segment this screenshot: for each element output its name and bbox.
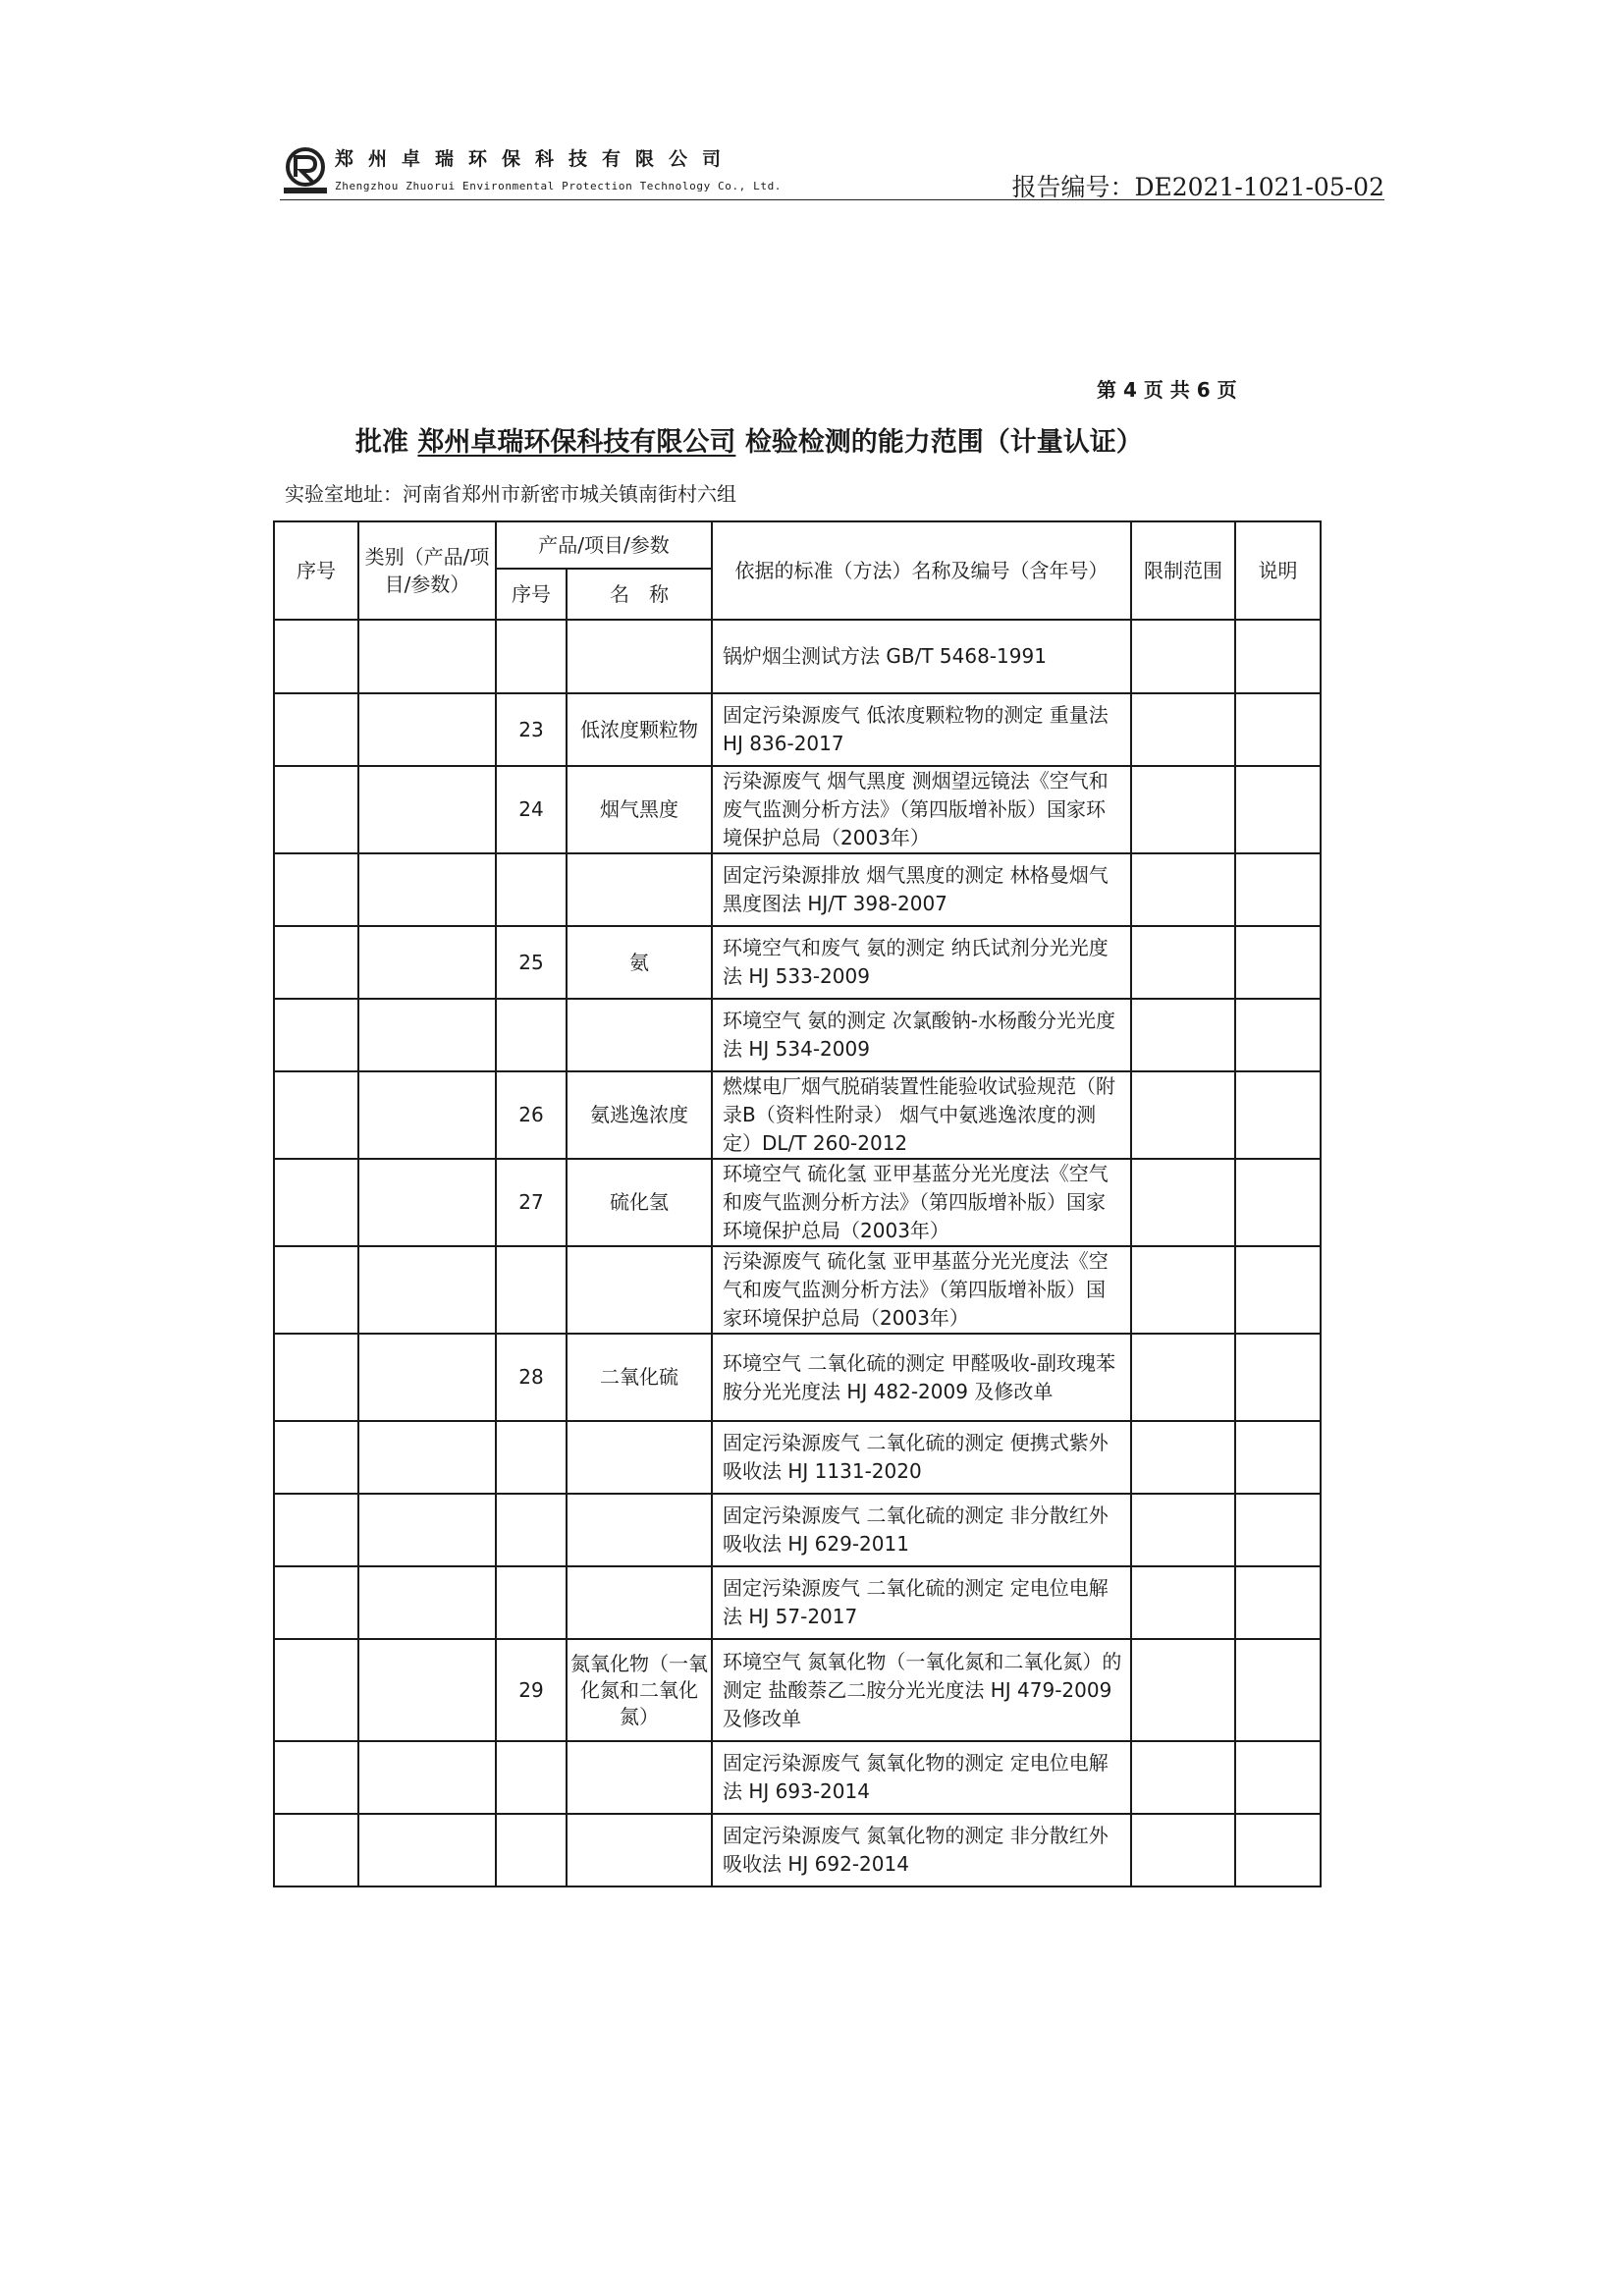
- cell-note: [1235, 1741, 1321, 1814]
- cell-seq: [274, 1639, 358, 1741]
- cell-standard: 锅炉烟尘测试方法 GB/T 5468-1991: [712, 620, 1131, 693]
- cell-category: [358, 766, 496, 853]
- table-row: [274, 620, 1321, 693]
- cell-seq: [274, 1741, 358, 1814]
- table-row: [274, 1246, 1321, 1334]
- cell-note: [1235, 1246, 1321, 1334]
- cell-item-seq: 25: [496, 926, 567, 999]
- report-number: 报告编号：DE2021-1021-05-02: [1011, 173, 1384, 201]
- cell-limit: [1131, 1421, 1235, 1494]
- cell-note: [1235, 853, 1321, 926]
- cell-category: [358, 1246, 496, 1334]
- cell-limit: [1131, 1071, 1235, 1159]
- title-company: 郑州卓瑞环保科技有限公司: [417, 427, 736, 458]
- cell-standard: 固定污染源排放 烟气黑度的测定 林格曼烟气黑度图法 HJ/T 398-2007: [712, 853, 1131, 926]
- cell-limit: [1131, 1494, 1235, 1566]
- cell-seq: [274, 693, 358, 766]
- cell-limit: [1131, 926, 1235, 999]
- table-row: [274, 1566, 1321, 1639]
- cell-note: [1235, 1494, 1321, 1566]
- cell-note: [1235, 693, 1321, 766]
- cell-item-name: 二氧化硫: [567, 1334, 712, 1421]
- cell-item-name: [567, 999, 712, 1071]
- header-standard: 依据的标准（方法）名称及编号（含年号）: [712, 521, 1131, 620]
- cell-item-seq: [496, 1246, 567, 1334]
- cell-category: [358, 1639, 496, 1741]
- cell-note: [1235, 620, 1321, 693]
- cell-note: [1235, 926, 1321, 999]
- table-row: [274, 999, 1321, 1071]
- cell-standard: 固定污染源废气 二氧化硫的测定 便携式紫外吸收法 HJ 1131-2020: [712, 1421, 1131, 1494]
- letterhead: [280, 140, 1384, 209]
- cell-standard: 固定污染源废气 二氧化硫的测定 定电位电解法 HJ 57-2017: [712, 1566, 1131, 1639]
- table-row: [274, 1071, 1321, 1159]
- company-name-cn: 郑州卓瑞环保科技有限公司: [335, 148, 736, 170]
- cell-item-name: [567, 620, 712, 693]
- cell-item-seq: 29: [496, 1639, 567, 1741]
- cell-item-name: 低浓度颗粒物: [567, 693, 712, 766]
- table-row: [274, 1814, 1321, 1886]
- cell-note: [1235, 1566, 1321, 1639]
- table-row: [274, 1494, 1321, 1566]
- cell-seq: [274, 1334, 358, 1421]
- cell-limit: [1131, 1334, 1235, 1421]
- lab-address: 实验室地址：河南省郑州市新密市城关镇南街村六组: [285, 482, 736, 506]
- table-row: [274, 1334, 1321, 1421]
- cell-note: [1235, 1421, 1321, 1494]
- cell-seq: [274, 1159, 358, 1246]
- cell-standard: 环境空气 氮氧化物（一氧化氮和二氧化氮）的测定 盐酸萘乙二胺分光光度法 HJ 479-2009 及修改单: [712, 1639, 1131, 1741]
- cell-limit: [1131, 620, 1235, 693]
- cell-category: [358, 1334, 496, 1421]
- cell-note: [1235, 1639, 1321, 1741]
- cell-standard: 固定污染源废气 氮氧化物的测定 定电位电解法 HJ 693-2014: [712, 1741, 1131, 1814]
- cell-seq: [274, 1494, 358, 1566]
- cell-standard: 环境空气 二氧化硫的测定 甲醛吸收-副玫瑰苯胺分光光度法 HJ 482-2009 及修改单: [712, 1334, 1131, 1421]
- cell-standard: 环境空气和废气 氨的测定 纳氏试剂分光光度法 HJ 533-2009: [712, 926, 1131, 999]
- cell-limit: [1131, 1566, 1235, 1639]
- cell-note: [1235, 1334, 1321, 1421]
- table-row: [274, 766, 1321, 853]
- cell-category: [358, 1071, 496, 1159]
- cell-standard: 燃煤电厂烟气脱硝装置性能验收试验规范（附录B（资料性附录） 烟气中氨逃逸浓度的测定）DL/T 260-2012: [712, 1071, 1131, 1159]
- cell-category: [358, 926, 496, 999]
- header-seq: 序号: [274, 521, 358, 620]
- cell-item-seq: 24: [496, 766, 567, 853]
- cell-category: [358, 1421, 496, 1494]
- cell-item-seq: 26: [496, 1071, 567, 1159]
- cell-limit: [1131, 1639, 1235, 1741]
- table-row: [274, 693, 1321, 766]
- cell-note: [1235, 1159, 1321, 1246]
- cell-category: [358, 853, 496, 926]
- cell-limit: [1131, 1814, 1235, 1886]
- cell-seq: [274, 1421, 358, 1494]
- cell-item-name: [567, 1494, 712, 1566]
- cell-seq: [274, 1071, 358, 1159]
- cell-item-seq: 27: [496, 1159, 567, 1246]
- cell-category: [358, 1741, 496, 1814]
- cell-seq: [274, 1566, 358, 1639]
- cell-item-name: 氨: [567, 926, 712, 999]
- company-logo-icon: [280, 144, 331, 195]
- cell-item-name: [567, 1814, 712, 1886]
- cell-limit: [1131, 853, 1235, 926]
- cell-category: [358, 693, 496, 766]
- capability-scope-table: [273, 520, 1322, 1887]
- header-limit: 限制范围: [1131, 521, 1235, 620]
- cell-item-seq: 28: [496, 1334, 567, 1421]
- table-row: [274, 1421, 1321, 1494]
- cell-seq: [274, 853, 358, 926]
- table-row: [274, 926, 1321, 999]
- cell-item-name: [567, 1421, 712, 1494]
- cell-item-seq: [496, 620, 567, 693]
- header-item-seq: 序号: [496, 569, 567, 620]
- table-row: [274, 1741, 1321, 1814]
- cell-item-seq: 23: [496, 693, 567, 766]
- cell-note: [1235, 766, 1321, 853]
- cell-seq: [274, 999, 358, 1071]
- cell-item-name: 氨逃逸浓度: [567, 1071, 712, 1159]
- cell-standard: 固定污染源废气 氮氧化物的测定 非分散红外吸收法 HJ 692-2014: [712, 1814, 1131, 1886]
- page-number: 第 4 页 共 6 页: [1097, 378, 1237, 402]
- header-note: 说明: [1235, 521, 1321, 620]
- cell-item-seq: [496, 1494, 567, 1566]
- title-suffix: 检验检测的能力范围（计量认证）: [744, 427, 1143, 458]
- header-product-group: 产品/项目/参数: [496, 521, 712, 569]
- table-row: [274, 1639, 1321, 1741]
- table-row: [274, 853, 1321, 926]
- cell-item-seq: [496, 999, 567, 1071]
- cell-standard: 污染源废气 烟气黑度 测烟望远镜法《空气和废气监测分析方法》（第四版增补版）国家环境保护总局（2003年）: [712, 766, 1131, 853]
- cell-item-name: [567, 1246, 712, 1334]
- header-item-name: 名 称: [567, 569, 712, 620]
- cell-item-name: 硫化氢: [567, 1159, 712, 1246]
- cell-standard: 固定污染源废气 低浓度颗粒物的测定 重量法 HJ 836-2017: [712, 693, 1131, 766]
- cell-category: [358, 1566, 496, 1639]
- cell-seq: [274, 620, 358, 693]
- cell-item-seq: [496, 1741, 567, 1814]
- company-name-en: Zhengzhou Zhuorui Environmental Protection Technology Co., Ltd.: [335, 180, 783, 192]
- cell-standard: 污染源废气 硫化氢 亚甲基蓝分光光度法《空气和废气监测分析方法》（第四版增补版）国家环境保护总局（2003年）: [712, 1246, 1131, 1334]
- cell-category: [358, 999, 496, 1071]
- header-category: 类别（产品/项目/参数）: [358, 521, 496, 620]
- table-body: [274, 620, 1321, 1886]
- cell-item-name: [567, 1741, 712, 1814]
- header-divider: [280, 199, 1384, 200]
- cell-category: [358, 1159, 496, 1246]
- cell-seq: [274, 1814, 358, 1886]
- cell-limit: [1131, 1159, 1235, 1246]
- cell-standard: 环境空气 硫化氢 亚甲基蓝分光光度法《空气和废气监测分析方法》（第四版增补版）国家环境保护总局（2003年）: [712, 1159, 1131, 1246]
- cell-limit: [1131, 999, 1235, 1071]
- cell-category: [358, 620, 496, 693]
- cell-item-seq: [496, 1421, 567, 1494]
- document-title: [355, 420, 1143, 459]
- cell-item-name: [567, 1566, 712, 1639]
- table-row: [274, 1159, 1321, 1246]
- cell-note: [1235, 1814, 1321, 1886]
- cell-limit: [1131, 766, 1235, 853]
- cell-seq: [274, 926, 358, 999]
- cell-note: [1235, 999, 1321, 1071]
- cell-standard: 环境空气 氨的测定 次氯酸钠-水杨酸分光光度法 HJ 534-2009: [712, 999, 1131, 1071]
- cell-item-name: 氮氧化物（一氧化氮和二氧化氮）: [567, 1639, 712, 1741]
- cell-category: [358, 1494, 496, 1566]
- cell-limit: [1131, 693, 1235, 766]
- cell-seq: [274, 1246, 358, 1334]
- title-prefix: 批准: [355, 427, 408, 458]
- cell-item-seq: [496, 1566, 567, 1639]
- cell-item-seq: [496, 853, 567, 926]
- cell-item-name: 烟气黑度: [567, 766, 712, 853]
- cell-seq: [274, 766, 358, 853]
- cell-category: [358, 1814, 496, 1886]
- cell-limit: [1131, 1246, 1235, 1334]
- cell-item-name: [567, 853, 712, 926]
- cell-note: [1235, 1071, 1321, 1159]
- cell-limit: [1131, 1741, 1235, 1814]
- cell-standard: 固定污染源废气 二氧化硫的测定 非分散红外吸收法 HJ 629-2011: [712, 1494, 1131, 1566]
- cell-item-seq: [496, 1814, 567, 1886]
